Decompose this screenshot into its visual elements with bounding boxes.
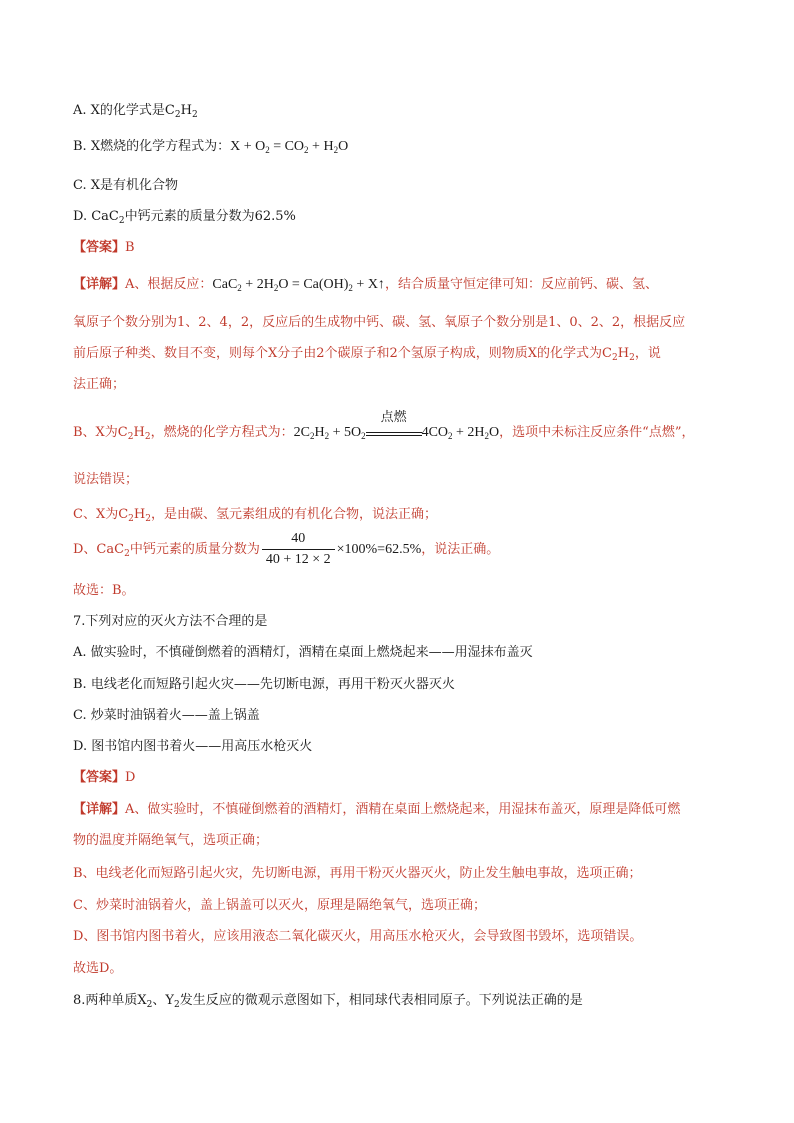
q6-option-a: A. X的化学式是$C_2H_2$	[73, 103, 198, 120]
q6-option-d: D. CaC$_2$中钙元素的质量分数为62.5%	[73, 209, 296, 226]
q7-answer: 【答案】D	[73, 770, 136, 785]
q6-reaction-equation: $CaC_2 + 2H_2O = Ca(OH)_2$ + X↑	[212, 277, 385, 293]
q6-option-b: B. X燃烧的化学方程式为：$X + O_2 = CO_2 + H_2O$	[73, 139, 349, 155]
q6-explanation-a-line4: 法正确；	[73, 377, 126, 392]
q7-conclusion: 故选D。	[73, 961, 123, 976]
q7-explanation-d: D、图书馆内图书着火，应该用液态二氧化碳灭火，用高压水枪灭火，会导致图书毁坏，选项错误。	[73, 929, 643, 944]
q6-option-b-equation: $X + O_2 = CO_2 + H_2O$	[230, 139, 349, 155]
q6-explanation-b-line1: B、X为$C_2H_2$，燃烧的化学方程式为：$2C_2H_2 + 5O_2$ 点燃 $4CO_2 + 2H_2O$，选项中未标注反应条件“点燃”，	[73, 409, 695, 442]
q6-explanation-d: D、CaC$_2$中钙元素的质量分数为 $\frac{40}{40 + 12 \times 2}$ ×100%=62.5%，说法正确。	[73, 531, 500, 567]
q6-explanation-a-line2: 氧原子个数分别为1、2、4，2，反应后的生成物中钙、碳、氢、氧原子个数分别是1、0、2、2，根据反应	[73, 315, 686, 330]
q6-explanation-a-line1: 【详解】A、根据反应：$CaC_2 + 2H_2O = Ca(OH)_2$ + X↑，结合质量守恒定律可知：反应前钙、碳、氢、	[73, 277, 658, 293]
reaction-condition: 点燃	[366, 425, 422, 436]
q7-explanation-b: B、电线老化而短路引起火灾，先切断电源，再用干粉灭火器灭火，防止发生触电事故，选项正确；	[73, 866, 642, 881]
q6-answer: 【答案】B	[73, 240, 135, 255]
q8-stem: 8.两种单质$X_2$、$Y_2$发生反应的微观示意图如下，相同球代表相同原子。下列说法正确的是	[73, 993, 583, 1010]
q7-stem: 7.下列对应的灭火方法不合理的是	[73, 614, 268, 629]
q7-explanation-c: C、炒菜时油锅着火，盖上锅盖可以灭火，原理是隔绝氧气，选项正确；	[73, 898, 486, 913]
q6-conclusion: 故选：B。	[73, 583, 135, 598]
q6-explanation-c: C、X为$C_2H_2$，是由碳、氢元素组成的有机化合物，说法正确；	[73, 507, 437, 524]
q7-option-d: D. 图书馆内图书着火——用高压水枪灭火	[73, 739, 313, 754]
q7-explanation-a-line2: 物的温度并隔绝氧气，选项正确；	[73, 833, 269, 848]
q7-option-b: B. 电线老化而短路引起火灾——先切断电源，再用干粉灭火器灭火	[73, 677, 455, 692]
q7-explanation-a-line1: 【详解】A、做实验时，不慎碰倒燃着的酒精灯，酒精在桌面上燃烧起来，用湿抹布盖灭，原理是降低可燃	[73, 802, 681, 817]
q6-explanation-a-line3: 前后原子种类、数目不变，则每个X分子由2个碳原子和2个氢原子构成，则物质X的化学式为$C_2H_2$，说	[73, 346, 661, 363]
mass-fraction: $\frac{40}{40 + 12 \times 2}$	[262, 531, 335, 568]
q7-option-c: C. 炒菜时油锅着火——盖上锅盖	[73, 708, 260, 723]
q6-combustion-equation: $2C_2H_2 + 5O_2$ 点燃 $4CO_2 + 2H_2O$	[293, 409, 500, 441]
q6-explanation-b-line2: 说法错误；	[73, 472, 139, 487]
q7-option-a: A. 做实验时，不慎碰倒燃着的酒精灯，酒精在桌面上燃烧起来——用湿抹布盖灭	[73, 645, 533, 660]
q6-option-c: C. X是有机化合物	[73, 178, 179, 193]
